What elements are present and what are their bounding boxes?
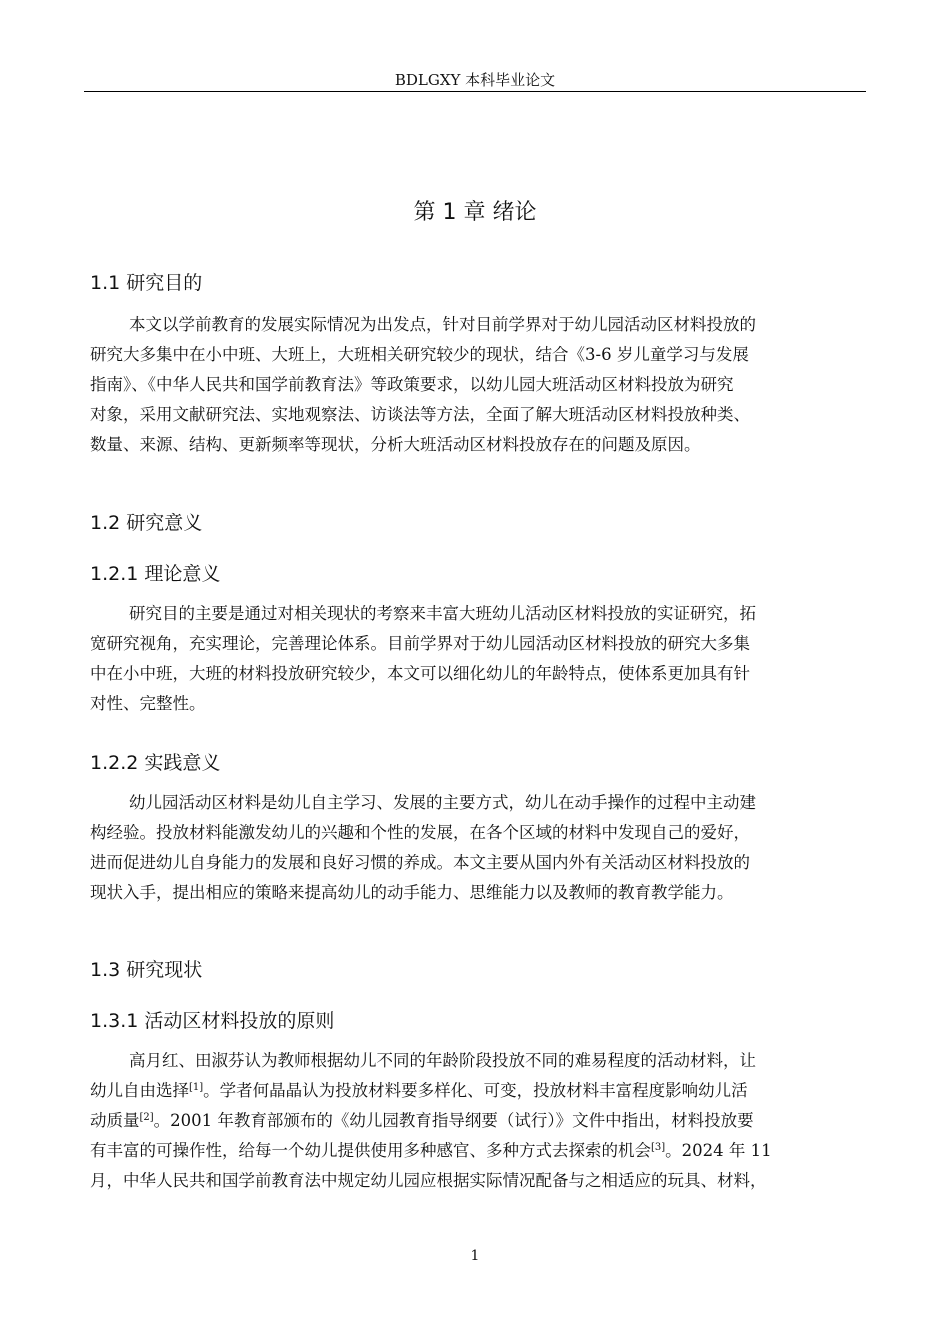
citation-ref: [2] — [139, 1112, 154, 1123]
paragraph-line: 幼儿园活动区材料是幼儿自主学习、发展的主要方式，幼儿在动手操作的过程中主动建 — [129, 793, 756, 812]
subsection-heading-1-3-1: 1.3.1 活动区材料投放的原则 — [90, 1010, 335, 1032]
paragraph-line: 对象，采用文献研究法、实地观察法、访谈法等方法，全面了解大班活动区材料投放种类、 — [90, 405, 750, 424]
paragraph-line: 中在小中班，大班的材料投放研究较少，本文可以细化幼儿的年龄特点，使体系更加具有针 — [90, 664, 750, 683]
header-rule — [84, 91, 866, 92]
paragraph-line: 进而促进幼儿自身能力的发展和良好习惯的养成。本文主要从国内外有关活动区材料投放的 — [90, 853, 750, 872]
paragraph-line: 月，中华人民共和国学前教育法中规定幼儿园应根据实际情况配备与之相适应的玩具、材料， — [90, 1171, 767, 1190]
chapter-title: 第 1 章 绪论 — [413, 200, 537, 225]
subsection-heading-1-2-1: 1.2.1 理论意义 — [90, 563, 221, 585]
text-run: 。2024 年 11 — [665, 1141, 772, 1160]
text-run: 有丰富的可操作性，给每一个幼儿提供使用多种感官、多种方式去探索的机会 — [90, 1141, 651, 1160]
text-run: 动质量 — [90, 1111, 140, 1130]
subsection-heading-1-2-2: 1.2.2 实践意义 — [90, 752, 221, 774]
paragraph-line: 指南》、《中华人民共和国学前教育法》等政策要求，以幼儿园大班活动区材料投放为研究 — [90, 375, 734, 394]
page-number: 1 — [470, 1248, 480, 1264]
paragraph-line: 研究大多集中在小中班、大班上，大班相关研究较少的现状，结合《3-6 岁儿童学习与发展 — [90, 345, 749, 364]
paragraph-theoretical-significance — [90, 599, 865, 719]
section-heading-1-3: 1.3 研究现状 — [90, 959, 203, 981]
paragraph-research-purpose — [90, 310, 865, 460]
text-run: 。学者何晶晶认为投放材料要多样化、可变，投放材料丰富程度影响幼儿活 — [203, 1081, 748, 1100]
paragraph-line — [90, 1136, 865, 1166]
section-heading-1-1: 1.1 研究目的 — [90, 272, 203, 294]
page-header: BDLGXY 本科毕业论文 — [394, 71, 556, 89]
citation-ref: [1] — [189, 1082, 204, 1093]
paragraph-placement-principles — [90, 1046, 865, 1196]
paragraph-line — [90, 1106, 865, 1136]
paragraph-line: 现状入手，提出相应的策略来提高幼儿的动手能力、思维能力以及教师的教育教学能力。 — [90, 883, 734, 902]
paragraph-line: 对性、完整性。 — [90, 694, 206, 713]
citation-ref: [3] — [651, 1142, 666, 1153]
paragraph-line — [90, 1076, 865, 1106]
section-heading-1-2: 1.2 研究意义 — [90, 512, 203, 534]
paragraph-line: 高月红、田淑芬认为教师根据幼儿不同的年龄阶段投放不同的难易程度的活动材料，让 — [129, 1051, 756, 1070]
text-run: 。2001 年教育部颁布的《幼儿园教育指导纲要（试行）》文件中指出，材料投放要 — [153, 1111, 754, 1130]
paragraph-practical-significance — [90, 788, 865, 908]
paragraph-line: 宽研究视角，充实理论，完善理论体系。目前学界对于幼儿园活动区材料投放的研究大多集 — [90, 634, 750, 653]
paragraph-line: 构经验。投放材料能激发幼儿的兴趣和个性的发展，在各个区域的材料中发现自己的爱好， — [90, 823, 750, 842]
paragraph-line: 本文以学前教育的发展实际情况为出发点，针对目前学界对于幼儿园活动区材料投放的 — [129, 315, 756, 334]
paragraph-line: 数量、来源、结构、更新频率等现状，分析大班活动区材料投放存在的问题及原因。 — [90, 435, 701, 454]
paragraph-line: 研究目的主要是通过对相关现状的考察来丰富大班幼儿活动区材料投放的实证研究，拓 — [129, 604, 756, 623]
text-run: 幼儿自由选择 — [90, 1081, 189, 1100]
